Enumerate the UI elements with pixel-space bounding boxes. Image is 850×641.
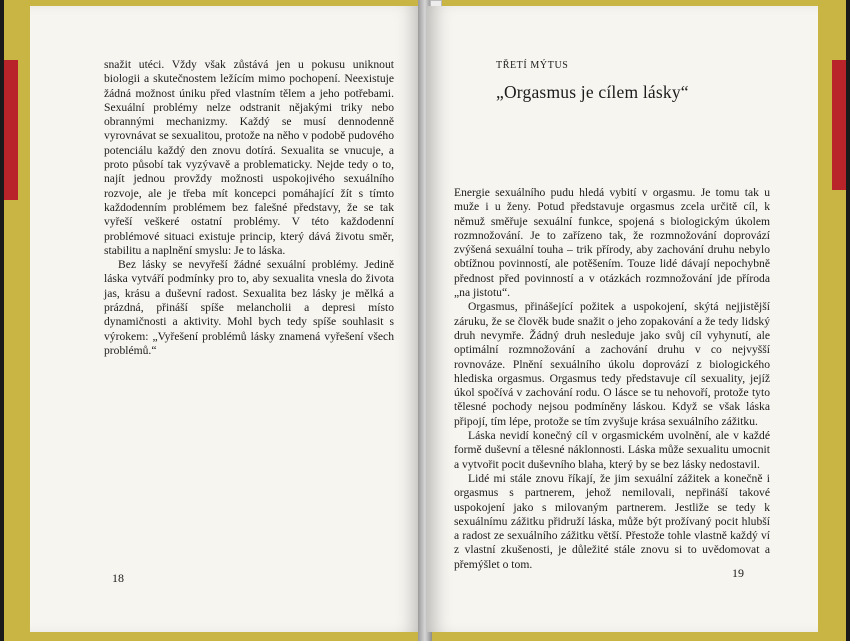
right-paragraph-4: Lidé mi stále znovu říkají, že jim sexuální zážitek a konečně i orgasmus s partnerem, jehož nemilovali, nepřináší takové uspokojení jako s milovaným partnerem. Jestliže se tedy k sexuálnímu zážitku přidruží láska, může být prožívaný pocit hlubší a radost ze sexuálního zážitku větší. Přestože tohle vlastně každý ví z vlastní zkušenosti, je důležité stále znovu si to uvědomovat a přemýšlet o tom. xyxy=(454,471,770,571)
left-page-body xyxy=(104,58,394,358)
right-paragraph-2: Orgasmus, přinášející požitek a uspokojení, skýtá nejjistější záruku, že se člověk bude snažit o jeho zopakování a že tedy lidský druh nevymře. Žádný druh nesleduje jako svůj cíl vyhynutí, ale optimální rozmnožování a zachování druhu v co nejvyšší rovnováze. Plnění sexuálního úkolu doprovází z biologického hlediska orgasmus. Orgasmus tedy představuje cíl sexuality, jejíž úkol spočívá v zachování rodu. O lásce se tu nehovoří, protože tyto tělesné pochody nejsou podmíněny láskou. Když se však láska připojí, tím lépe, protože se tím zvyšuje krása sexuálního zážitku. xyxy=(454,300,770,428)
right-page-number: 19 xyxy=(732,566,744,580)
left-paragraph-1: snažit utéci. Vždy však zůstává jen u pokusu uniknout biologii a skutečnostem ležícím mimo pochopení. Neexistuje žádná možnost úniku před vlastním tělem a jeho potřebami. Sexuální problémy nelze odstranit nějakými triky nebo obrannými mechanizmy. Každý se musí dennodenně vyrovnávat se sexualitou, protože na něho v podobě pudového potenciálu každý den znovu dotírá. Sexualita se vnucuje, a proto působí tak vyzývavě a problematicky. Nejde tedy o to, najít jednou provždy možnosti uspokojivého sexuálního rozvoje, ale je třeba mít koncepci pomáhající žít s tímto každodenním problémem bez falešné představy, že se tak vyřeší veškeré ostatní problémy. V této každodenní problémové situaci existuje princip, který dává životu směr, stabilitu a naplnění smyslu: Je to láska. xyxy=(104,58,394,257)
right-paragraph-3: Láska nevidí konečný cíl v orgasmickém uvolnění, ale v každé formě duševní a tělesné náklonnosti. Láska může sexualitu umocnit a vytvořit pocit duševního blaha, který by se bez lásky nedostavil. xyxy=(454,429,770,471)
cover-red-band-right xyxy=(832,60,846,190)
left-page xyxy=(30,6,422,632)
right-page-body xyxy=(454,186,770,572)
left-paragraph-2: Bez lásky se nevyřeší žádné sexuální problémy. Jedině láska vytváří podmínky pro to, aby sexualita vnesla do života jas, krásu a duševní radost. Sexualita bez lásky je mělká a prázdná, přináší spíše melancholii a depresi místo dynamičnosti a aktivity. Mohl bych tedy spíše souhlasit s výrokem: „Vyřešení problémů lásky znamená vyřešení všech problémů.“ xyxy=(104,258,394,357)
running-head: TŘETÍ MÝTUS xyxy=(496,60,569,71)
chapter-title: „Orgasmus je cílem lásky“ xyxy=(496,82,689,102)
right-page xyxy=(426,6,818,632)
right-paragraph-1: Energie sexuálního pudu hledá vybití v orgasmu. Je tomu tak u muže i u ženy. Potud představuje orgasmus zcela určitě cíl, k němuž směřuje sexuální funkce, spojená s biologickým úkolem rozmnožování. Je to zařízeno tak, že rozmnožování doprovází zvýšená sexuální touha – trik přírody, aby zachování druhu nebylo obtížnou povinností, ale potěšením. Touze lidé dávají nepochybně přednost před povinností a v otázkách rozmnožování jde příroda „na jistotu“. xyxy=(454,186,770,300)
cover-red-band-left xyxy=(4,60,18,200)
left-page-number: 18 xyxy=(112,571,124,585)
